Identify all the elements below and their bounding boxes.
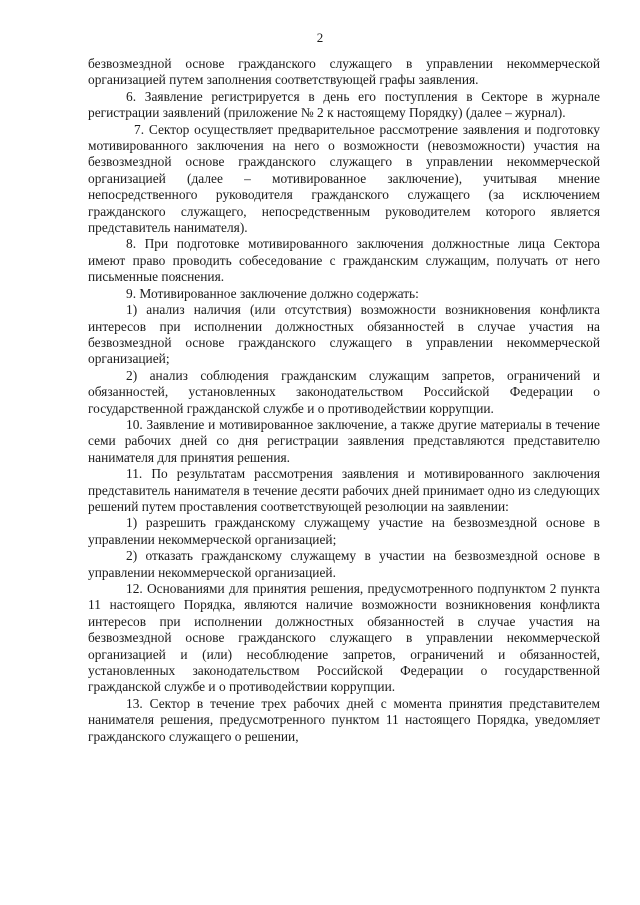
page-number: 2 (316, 30, 324, 45)
paragraph-11-item-2: 2) отказать гражданскому служащему в участии на безвозмездной основе в управлении некоммерческой организацией. (88, 548, 600, 580)
paragraph-10: 10. Заявление и мотивированное заключение, а также другие материалы в течение семи рабочих дней со дня регистрации заявления представляются представителю нанимателя для принятия решения. (88, 416, 600, 465)
paragraph-9-item-1: 1) анализ наличия (или отсутствия) возможности возникновения конфликта интересов при исполнении должностных обязанностей в случае участия на безвозмездной основе гражданского служащего в управлении некоммерческой организацией; (88, 302, 600, 367)
paragraph-11: 11. По результатам рассмотрения заявления и мотивированного заключения представитель нанимателя в течение десяти рабочих дней принимает одно из следующих решений путем проставления соответствующей резолюции на заявлении: (88, 466, 600, 514)
document-body (88, 56, 600, 745)
paragraph-12: 12. Основаниями для принятия решения, предусмотренного подпунктом 2 пункта 11 настоящего Порядка, являются наличие возможности возникновения конфликта интересов при исполнении должностных обязанностей в случае участия на безвозмездной основе гражданского служащего в управлении некоммерческой организацией и (или) несоблюдение запретов, ограничений и обязанностей, установленных законодательством Российской Федерации о государственной гражданской службе и о противодействии коррупции. (88, 581, 600, 695)
paragraph-11-item-1: 1) разрешить гражданскому служащему участие на безвозмездной основе в управлении некоммерческой организацией; (88, 515, 600, 547)
paragraph-6: 6. Заявление регистрируется в день его поступления в Секторе в журнале регистрации заявлений (приложение № 2 к настоящему Порядку) (далее – журнал). (88, 88, 600, 121)
paragraph-9: 9. Мотивированное заключение должно содержать: (126, 285, 419, 301)
paragraph-13: 13. Сектор в течение трех рабочих дней с момента принятия представителем нанимателя решения, предусмотренного пунктом 11 настоящего Порядка, уведомляет гражданского служащего о решении, (88, 695, 600, 744)
paragraph-8: 8. При подготовке мотивированного заключения должностные лица Сектора имеют право проводить собеседование с гражданским служащим, получать от него письменные пояснения. (88, 236, 600, 285)
paragraph-7: 7. Сектор осуществляет предварительное рассмотрение заявления и подготовку мотивированного заключения на него о возможности (невозможности) участия на безвозмездной основе гражданского служащего в управлении некоммерческой организацией (далее – мотивированное заключение), учитывая мнение непосредственного руководителя гражданского служащего (за исключением гражданского служащего, непосредственным руководителем которого является представитель нанимателя). (88, 121, 600, 236)
paragraph-continuation: безвозмездной основе гражданского служащего в управлении некоммерческой организацией путем заполнения соответствующей графы заявления. (88, 56, 600, 88)
paragraph-9-item-2: 2) анализ соблюдения гражданским служащим запретов, ограничений и обязанностей, установленных законодательством Российской Федерации о государственной гражданской службе и о противодействии коррупции. (88, 367, 600, 416)
